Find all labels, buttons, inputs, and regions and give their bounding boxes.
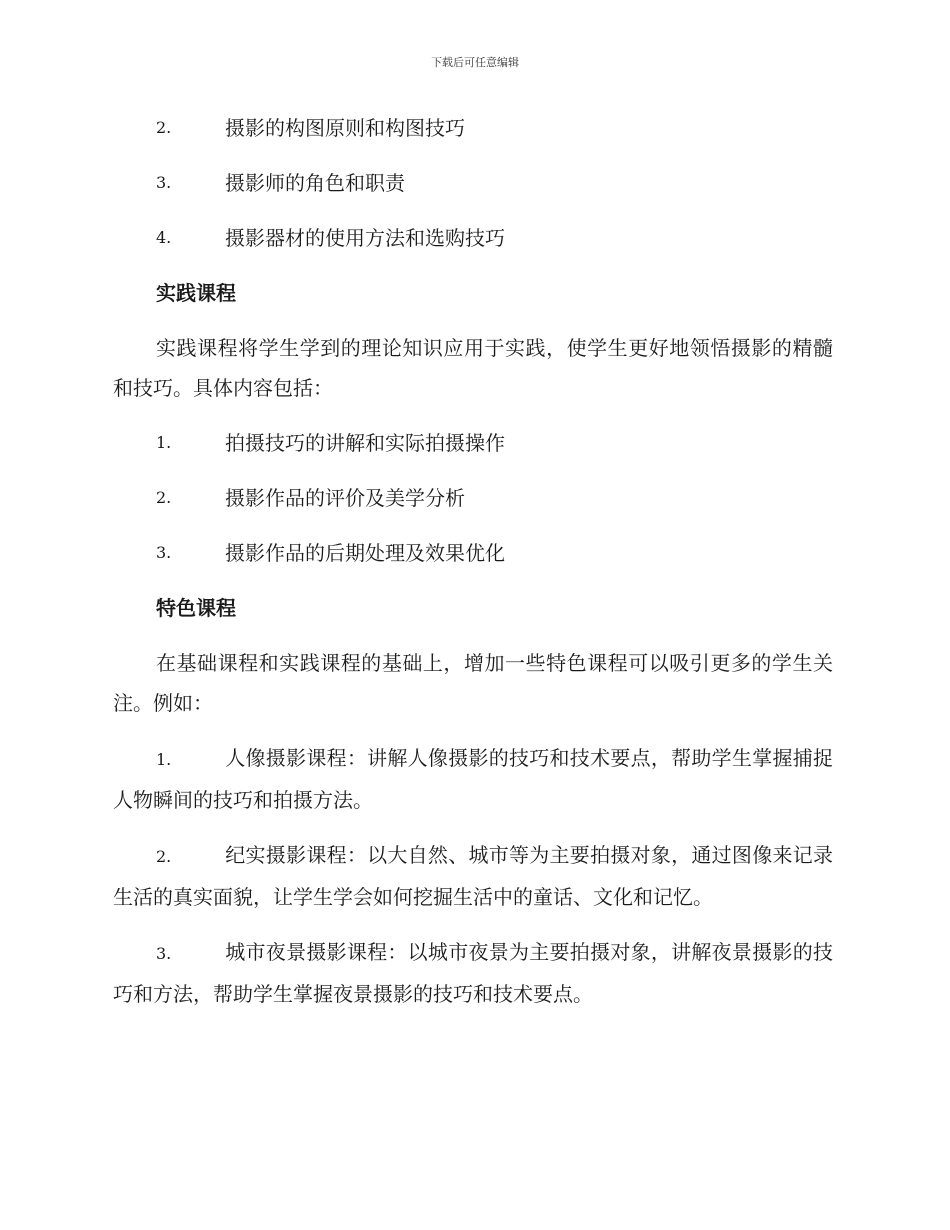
list-item bbox=[113, 108, 833, 163]
list-text: 摄影的构图原则和构图技巧 bbox=[225, 116, 465, 140]
header-note: 下载后可任意编辑 bbox=[431, 56, 519, 69]
feature-item bbox=[113, 932, 833, 1014]
feature-item bbox=[113, 835, 833, 917]
feature-item bbox=[113, 738, 833, 820]
list-number: 2. bbox=[156, 488, 172, 507]
list-text: 摄影作品的后期处理及效果优化 bbox=[225, 541, 505, 565]
list-number: 1. bbox=[156, 433, 172, 452]
list-item bbox=[113, 218, 833, 273]
list-text: 摄影师的角色和职责 bbox=[225, 171, 405, 195]
list-text: 摄影作品的评价及美学分析 bbox=[225, 486, 465, 510]
list-number: 2. bbox=[156, 118, 172, 137]
list-number: 2. bbox=[156, 847, 172, 866]
list-number: 3. bbox=[156, 944, 172, 963]
list-number: 3. bbox=[156, 543, 172, 562]
list-item bbox=[113, 478, 833, 533]
practice-intro: 实践课程将学生学到的理论知识应用于实践，使学生更好地领悟摄影的精髓和技巧。具体内容包括： bbox=[113, 336, 833, 400]
feature-item-text: 人像摄影课程：讲解人像摄影的技巧和技术要点，帮助学生掌握捕捉人物瞬间的技巧和拍摄方法。 bbox=[113, 746, 833, 812]
list-text: 摄影器材的使用方法和选购技巧 bbox=[225, 226, 505, 250]
list-number: 4. bbox=[156, 228, 172, 247]
feature-intro: 在基础课程和实践课程的基础上，增加一些特色课程可以吸引更多的学生关注。例如： bbox=[113, 651, 833, 715]
feature-item-text: 纪实摄影课程：以大自然、城市等为主要拍摄对象，通过图像来记录生活的真实面貌，让学生学会如何挖掘生活中的童话、文化和记忆。 bbox=[113, 843, 833, 909]
list-number: 1. bbox=[156, 750, 172, 769]
document-content bbox=[113, 108, 833, 1029]
list-item bbox=[113, 533, 833, 588]
section-heading-practice: 实践课程 bbox=[156, 281, 236, 305]
feature-item-text: 城市夜景摄影课程：以城市夜景为主要拍摄对象，讲解夜景摄影的技巧和方法，帮助学生掌握夜景摄影的技巧和技术要点。 bbox=[113, 940, 833, 1006]
list-text: 拍摄技巧的讲解和实际拍摄操作 bbox=[225, 431, 505, 455]
list-item bbox=[113, 423, 833, 478]
list-number: 3. bbox=[156, 173, 172, 192]
list-item bbox=[113, 163, 833, 218]
section-heading-feature: 特色课程 bbox=[156, 596, 236, 620]
